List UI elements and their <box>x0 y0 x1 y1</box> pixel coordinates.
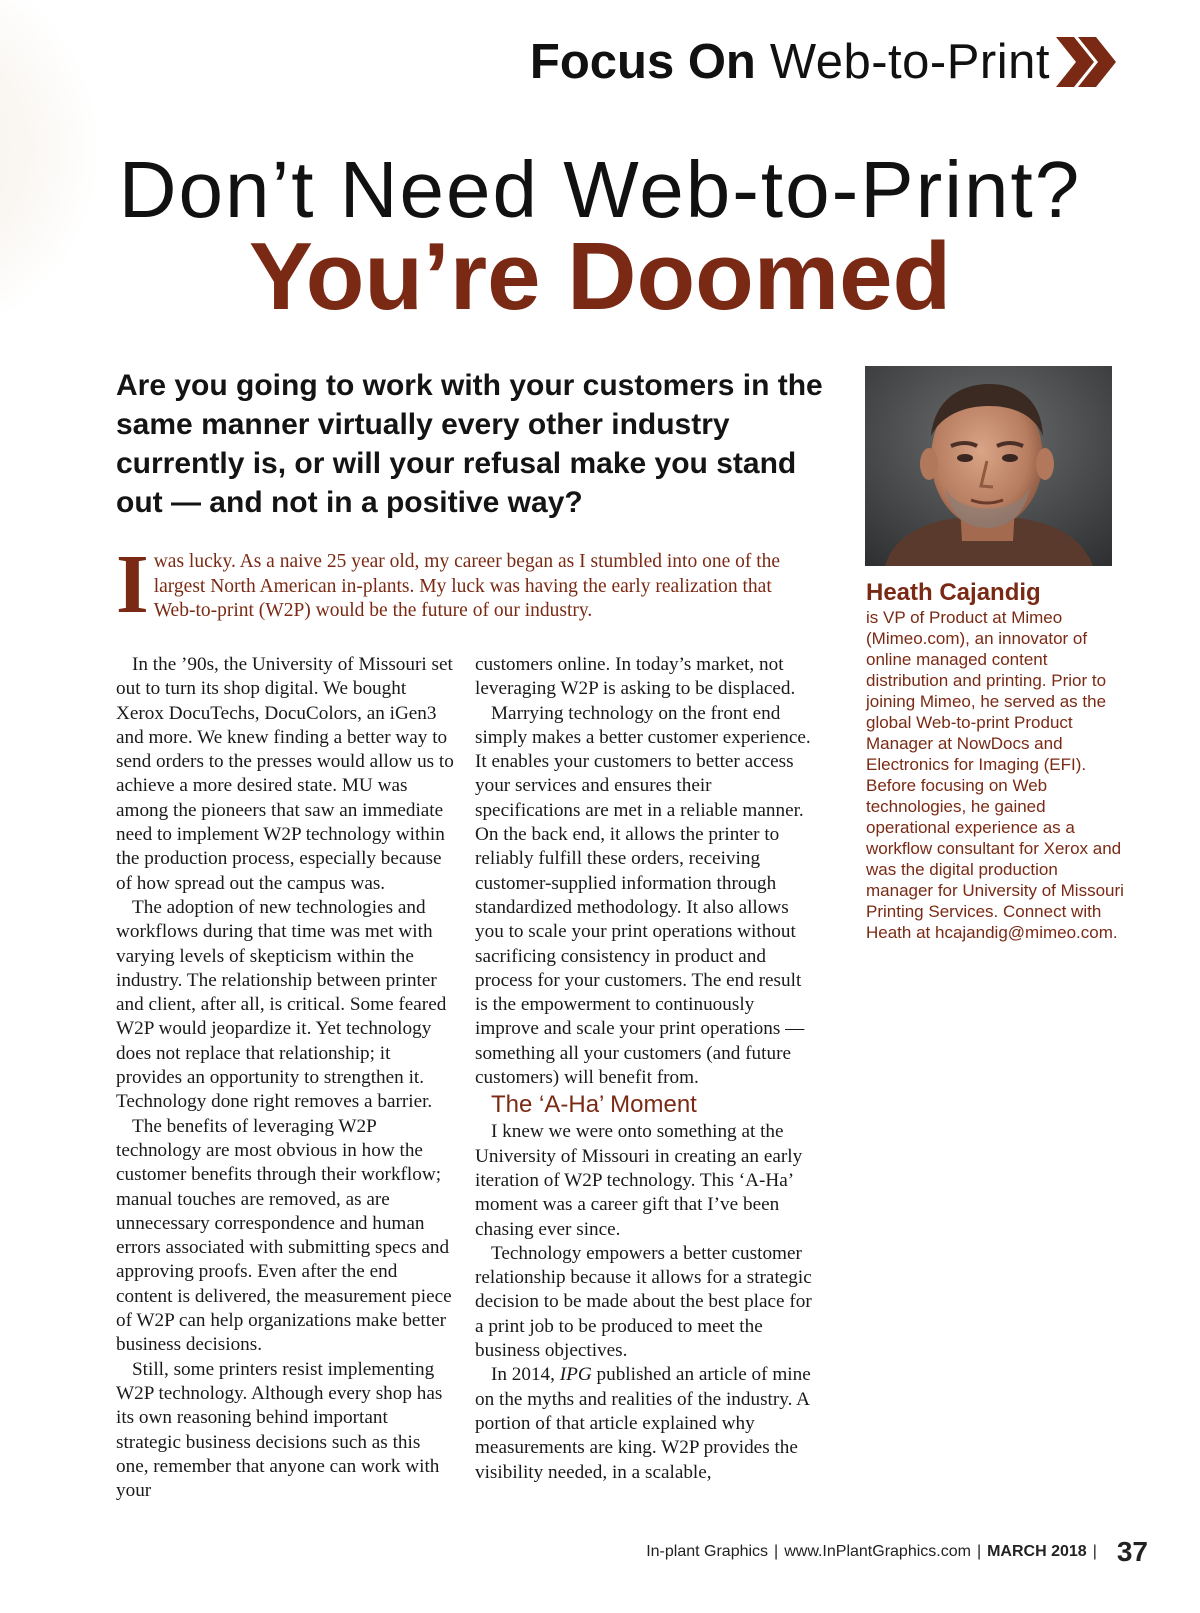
double-chevron-right-icon <box>1054 34 1118 90</box>
section-label-bold: Focus On <box>529 35 756 89</box>
body-paragraph <box>475 1363 815 1484</box>
author-bio: is VP of Product at Mimeo (Mimeo.com), an innovator of online managed content distribution and printing. Prior to joining Mimeo, he served as the global Web-to-print Product Manager at NowDocs and Electronics for Imaging (EFI). Before focusing on Web technologies, he gained operational experience as a workflow consultant for Xerox and was the digital production manager for University of Missouri Printing Services. Connect with Heath at hcajandig@mimeo.com. <box>866 608 1124 942</box>
section-subhead: The ‘A-Ha’ Moment <box>491 1091 697 1119</box>
page-number: 37 <box>1116 1536 1148 1567</box>
author-portrait-illustration <box>865 366 1112 566</box>
page-footer <box>646 1532 1148 1572</box>
body-paragraph: The benefits of leveraging W2P technology are most obvious in how the customer benefits through their workflow; manual touches are removed, as are unnecessary correspondence and human errors associated with submitting specs and approving proofs. Even after the end content is delivered, the measurement piece of W2P can help organizations make better business decisions. <box>116 1115 452 1356</box>
body-paragraph-continued: customers online. In today’s market, not leveraging W2P is asking to be displaced. <box>475 654 796 700</box>
footer-separator: | <box>1092 1543 1097 1560</box>
body-paragraph: I knew we were onto something at the University of Missouri in creating an early iteration of W2P technology. This ‘A-Ha’ moment was a career gift that I’ve been chasing ever since. <box>475 1121 803 1240</box>
body-paragraph: Marrying technology on the front end simply makes a better customer experience. It enables your customers to better access your services and ensures their specifications are met in a reliable manner. On the back end, it allows the printer to reliably fulfill these orders, receiving customer-supplied information through standardized methodology. It also allows you to scale your print operations without sacrificing consistency in product and process for your customers. The end result is the empowerment to continuously improve and scale your print operations — something all your customers (and future customers) will benefit from. <box>475 702 811 1089</box>
section-label-light: Web-to-Print <box>769 35 1050 89</box>
intro-text: was lucky. As a naive 25 year old, my career began as I stumbled into one of the largest North American in-plants. My luck was having the early realization that Web-to-print (W2P) would be the future of our industry. <box>153 551 781 621</box>
body-column-1 <box>116 653 456 1503</box>
publication-name: IPG <box>559 1364 592 1386</box>
footer-url: www.InPlantGraphics.com <box>784 1543 971 1560</box>
drop-cap: I <box>116 538 149 631</box>
text-run: In 2014, <box>491 1364 560 1386</box>
section-header <box>530 30 1118 94</box>
footer-publication: In-plant Graphics <box>646 1543 769 1560</box>
footer-separator: | <box>976 1543 982 1560</box>
footer-issue-date: MARCH 2018 <box>987 1543 1087 1560</box>
author-photo <box>865 366 1112 566</box>
body-paragraph: In the ’90s, the University of Missouri set out to turn its shop digital. We bought Xerox DocuTechs, DocuColors, an iGen3 and more. We knew finding a better way to send orders to the presses would allow us to achieve a more desired state. MU was among the pioneers that saw an immediate need to implement W2P technology within the production process, especially because of how spread out the campus was. <box>116 654 454 894</box>
headline-line-2: You’re Doomed <box>248 223 952 330</box>
headline-line-1: Don’t Need Web-to-Print? <box>118 145 1082 234</box>
author-name: Heath Cajandig <box>866 579 1041 606</box>
body-paragraph: Still, some printers resist implementing W2P technology. Although every shop has its own reasoning behind important strategic business decisions such as this one, remember that anyone can work with your <box>116 1358 443 1502</box>
body-paragraph: Technology empowers a better customer relationship because it allows for a strategic decision to be made about the best place for a print job to be produced to meet the business objectives. <box>475 1242 812 1362</box>
body-paragraph: The adoption of new technologies and workflows during that time was met with varying levels of skepticism within the industry. The relationship between printer and client, after all, is critical. Some feared W2P would jeopardize it. Yet technology does not replace that relationship; it provides an opportunity to strengthen it. Technology done right removes a barrier. <box>116 896 447 1113</box>
footer-separator: | <box>774 1543 779 1560</box>
text-run: published an article of mine on the myths and realities of the industry. A portion of that article explained why measurements are king. W2P provides the visibility needed, in a scalable, <box>475 1364 811 1483</box>
body-column-2 <box>475 653 815 1485</box>
intro-paragraph <box>116 538 816 631</box>
deck-subheading: Are you going to work with your customers in the same manner virtually every other industry currently is, or will your refusal make you stand out — and not in a positive way? <box>116 369 823 519</box>
